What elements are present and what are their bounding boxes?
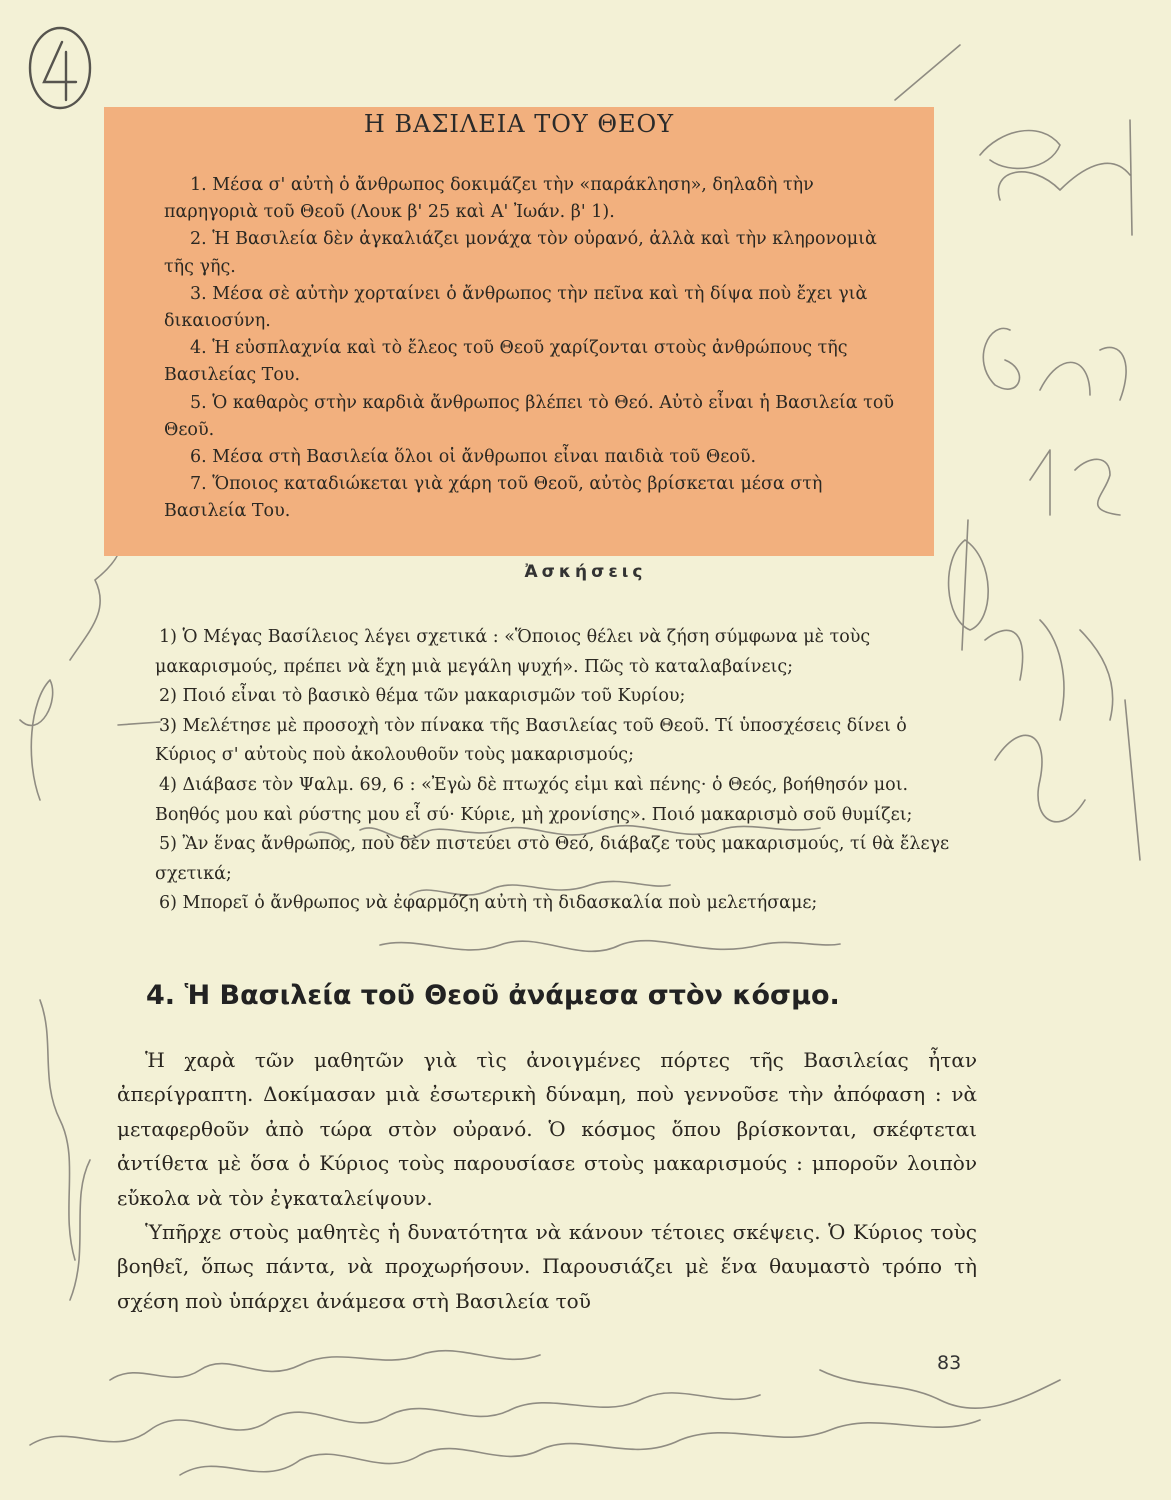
box-item: 4. Ἡ εὐσπλαχνία καὶ τὸ ἔλεος τοῦ Θεοῦ χαρίζονται στοὺς ἀνθρώπους τῆς Βασιλείας Του. [164,338,848,386]
section-heading: 4. Ἡ Βασιλεία τοῦ Θεοῦ ἀνάμεσα στὸν κόσμο. [146,980,840,1011]
exercise-item: 4) Διάβασε τὸν Ψαλμ. 69, 6 : «Ἐγὼ δὲ πτωχός εἰμι καὶ πένης· ὁ Θεός, βοήθησόν μοι. Βοηθός μου καὶ ρύστης μου εἶ σύ· Κύριε, μὴ χρονίσης». Ποιό μακαρισμὸ σοῦ θυμίζει; [155,774,913,825]
page-number: 83 [937,1352,962,1374]
box-list [164,172,904,526]
exercises-list [155,623,965,919]
box-item: 6. Μέσα στὴ Βασιλεία ὅλοι οἱ ἄνθρωποι εἶναι παιδιὰ τοῦ Θεοῦ. [190,447,757,468]
exercise-item: 6) Μπορεῖ ὁ ἄνθρωπος νὰ ἐφαρμόζη αὐτὴ τὴ διδασκαλία ποὺ μελετήσαμε; [159,893,818,914]
exercises-title: Ἀσκήσεις [524,562,647,582]
section-body [117,1043,977,1318]
exercise-item: 3) Μελέτησε μὲ προσοχὴ τὸν πίνακα τῆς Βασιλείας τοῦ Θεοῦ. Τί ὑποσχέσεις δίνει ὁ Κύριος σ' αὐτοὺς ποὺ ἀκολουθοῦν τοὺς μακαρισμούς; [155,715,907,766]
box-item: 2. Ἡ Βασιλεία δὲν ἀγκαλιάζει μονάχα τὸν οὐρανό, ἀλλὰ καὶ τὴν κληρονομιὰ τῆς γῆς. [164,229,877,277]
exercise-item: 1) Ὁ Μέγας Βασίλειος λέγει σχετικά : «Ὅποιος θέλει νὰ ζήση σύμφωνα μὲ τοὺς μακαρισμούς, πρέπει νὰ ἔχη μιὰ μεγάλη ψυχή». Πῶς τὸ καταλαβαίνεις; [155,627,871,677]
box-item: 3. Μέσα σὲ αὐτὴν χορταίνει ὁ ἄνθρωπος τὴν πεῖνα καὶ τὴ δίψα ποὺ ἔχει γιὰ δικαιοσύνη. [164,283,868,332]
exercise-item: 5) Ἂν ἕνας ἄνθρωπος, ποὺ δὲν πιστεύει στὸ Θεό, διάβαζε τοὺς μακαρισμούς, τί θὰ ἔλεγε σχετικά; [155,834,950,884]
exercise-item: 2) Ποιό εἶναι τὸ βασικὸ θέμα τῶν μακαρισμῶν τοῦ Κυρίου; [159,686,686,707]
body-paragraph: Ἡ χαρὰ τῶν μαθητῶν γιὰ τὶς ἀνοιγμένες πόρτες τῆς Βασιλείας ἦταν ἀπερίγραπτη. Δοκίμασαν μιὰ ἐσωτερικὴ δύναμη, ποὺ γεννοῦσε τὴν ἀπόφαση : νὰ μεταφερθοῦν ἀπὸ τώρα στὸν οὐρανό. Ὁ κόσμος ὅπου βρίσκονται, σκέφτεται ἀντίθετα μὲ ὅσα ὁ Κύριος τοὺς παρουσίασε στοὺς μακαρισμούς : μποροῦν λοιπὸν εὔκολα νὰ τὸν ἐγκαταλείψουν. [117,1048,977,1210]
box-item: 1. Μέσα σ' αὐτὴ ὁ ἄνθρωπος δοκιμάζει τὴν «παράκληση», δηλαδὴ τὴν παρηγοριὰ τοῦ Θεοῦ (Λουκ β' 25 καὶ Α' Ἰωάν. β' 1). [164,175,814,223]
box-title: Η ΒΑΣΙΛΕΙΑ ΤΟΥ ΘΕΟΥ [363,110,675,138]
body-paragraph: Ὑπῆρχε στοὺς μαθητὲς ἡ δυνατότητα νὰ κάνουν τέτοιες σκέψεις. Ὁ Κύριος τοὺς βοηθεῖ, ὅπως πάντα, νὰ προχωρήσουν. Παρουσιάζει μὲ ἕνα θαυμαστὸ τρόπο τὴ σχέση ποὺ ὑπάρχει ἀνάμεσα στὴ Βασιλεία τοῦ [117,1220,977,1313]
box-item: 5. Ὁ καθαρὸς στὴν καρδιὰ ἄνθρωπος βλέπει τὸ Θεό. Αὐτὸ εἶναι ἡ Βασιλεία τοῦ Θεοῦ. [164,392,895,440]
box-item: 7. Ὅποιος καταδιώκεται γιὰ χάρη τοῦ Θεοῦ, αὐτὸς βρίσκεται μέσα στὴ Βασιλεία Του. [164,474,823,522]
